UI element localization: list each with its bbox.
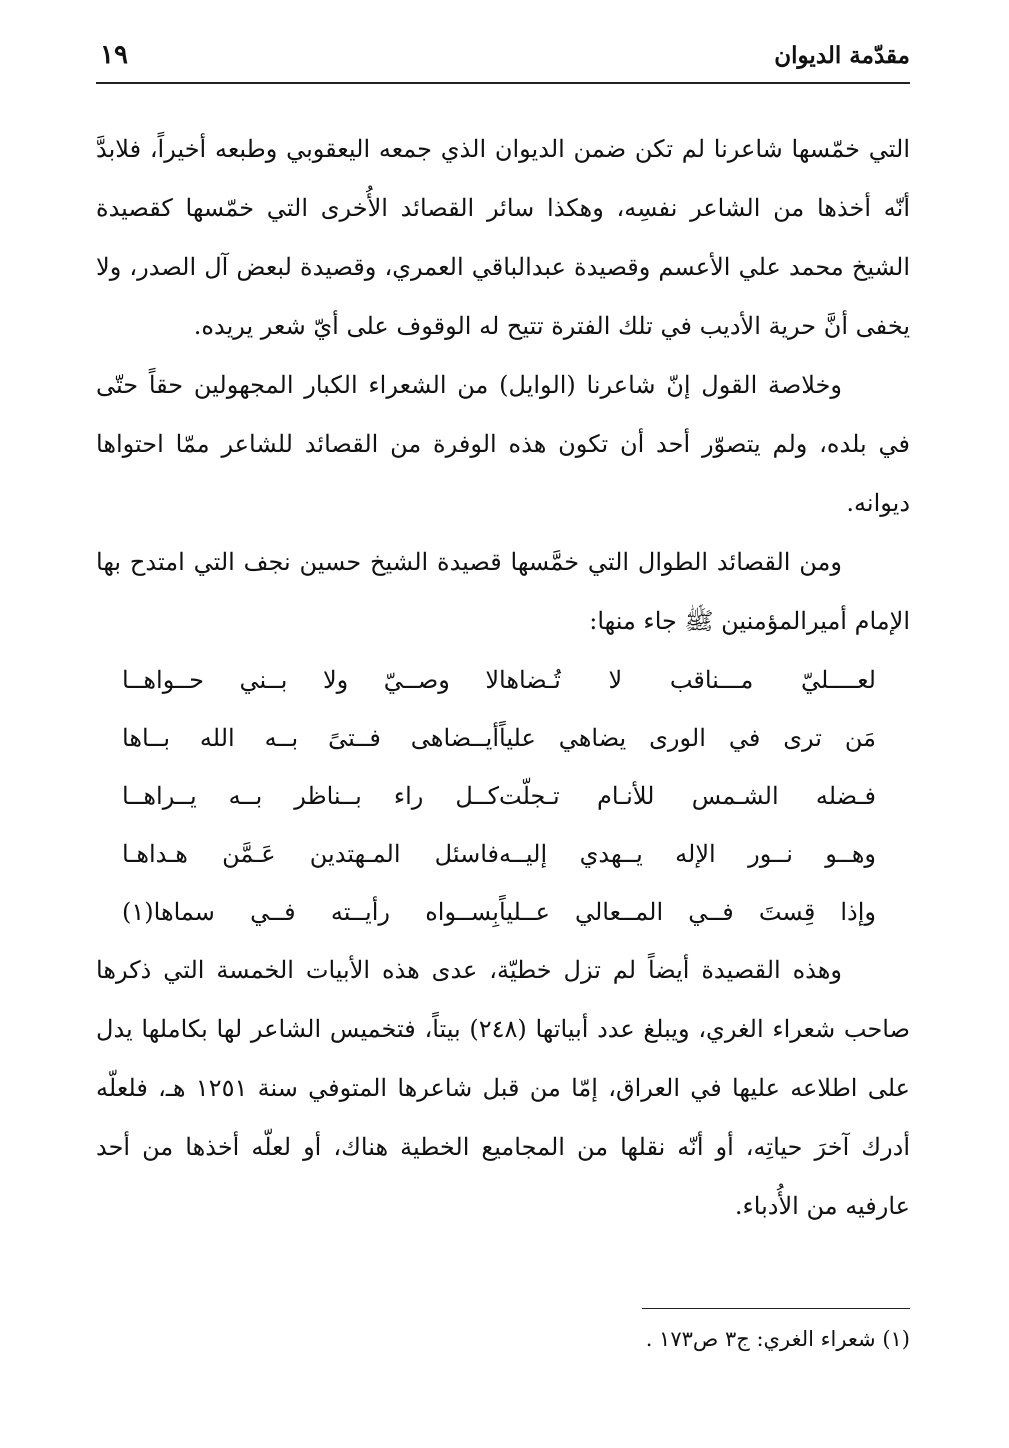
footnote-separator (642, 1308, 910, 1309)
paragraph-2: وخلاصة القول إنّ شاعرنا (الوايل) من الشعراء الكبار المجهولين حقاً حتّى في بلده، ولم يتصوّر أحد أن تكون هذه الوفرة من القصائد للشاعر ممّا احتواها ديوانه. (96, 371, 911, 517)
verse-second-hemistich: بِســواه رأيــته فــي سماها(١) (122, 898, 499, 926)
verse-first-hemistich: لعــــليّ مـــناقب لا تُـضاها (499, 666, 876, 694)
poem-verse (96, 651, 910, 709)
verse-second-hemistich: أيــضاهى فــتىً بــه الله بــاها (122, 724, 499, 752)
paragraph-1: التي خمّسها شاعرنا لم تكن ضمن الديوان الذي جمعه اليعقوبي وطبعه أخيراً، فلابدَّ أنّه أخذها من الشاعر نفسِه، وهكذا سائر القصائد الأُخرى التي خمّسها كقصيدة الشيخ محمد علي الأعسم وقصيدة عبدالباقي العمري، وقصيدة لبعض آل الصدر، ولا يخفى أنَّ حرية الأديب في تلك الفترة تتيح له الوقوف على أيّ شعر يريده. (96, 135, 910, 340)
poem-verse (96, 767, 910, 825)
verse-first-hemistich: فـضله الشـمس للأنـام تـجلّت (499, 782, 876, 810)
verse-first-hemistich: وإذا قِستَ فــي المــعالي عــلياً (499, 898, 876, 926)
footnote: (١) شعراء الغري: ج٣ ص١٧٣ . (645, 1327, 910, 1351)
body-text (96, 120, 910, 1236)
poem-verse (96, 825, 910, 883)
verse-first-hemistich: مَن ترى في الورى يضاهي علياً (499, 724, 876, 752)
poem-verse (96, 883, 910, 941)
poem (96, 651, 910, 941)
running-title: مقدّمة الديوان (774, 42, 910, 69)
paragraph-4: وهذه القصيدة أيضاً لم تزل خطيّة، عدى هذه الأبيات الخمسة التي ذكرها صاحب شعراء الغري، ويبلغ عدد أبياتها (٢٤٨) بيتاً، فتخميس الشاعر لها بكاملها يدل على اطلاعه عليها في العراق، إمّا من قبل شاعرها المتوفي سنة ١٢٥١ هـ، فلعلّه أدرك آخرَ حياتِه، أو أنّه نقلها من المجاميع الخطية هناك، أو لعلّه أخذها من أحد عارفيه من الأُدباء. (96, 956, 911, 1220)
verse-second-hemistich: لا وصــيّ ولا بــني حــواهــا (122, 666, 499, 694)
page-header (96, 38, 910, 84)
poem-verse (96, 709, 910, 767)
verse-first-hemistich: وهــو نــور الإله يــهدي إليــه (499, 840, 876, 868)
verse-second-hemistich: فاسئل المـهتدين عَـمَّن هـداهـا (122, 840, 499, 868)
paragraph-3: ومن القصائد الطوال التي خمَّسها قصيدة الشيخ حسين نجف التي امتدح بها الإمام أميرالمؤمنين ﷺ جاء منها: (96, 548, 910, 635)
verse-second-hemistich: كــل راء بــناظر بــه يــراهــا (122, 782, 499, 810)
page-number: ١٩ (100, 40, 128, 70)
footnote-area (96, 1308, 910, 1351)
